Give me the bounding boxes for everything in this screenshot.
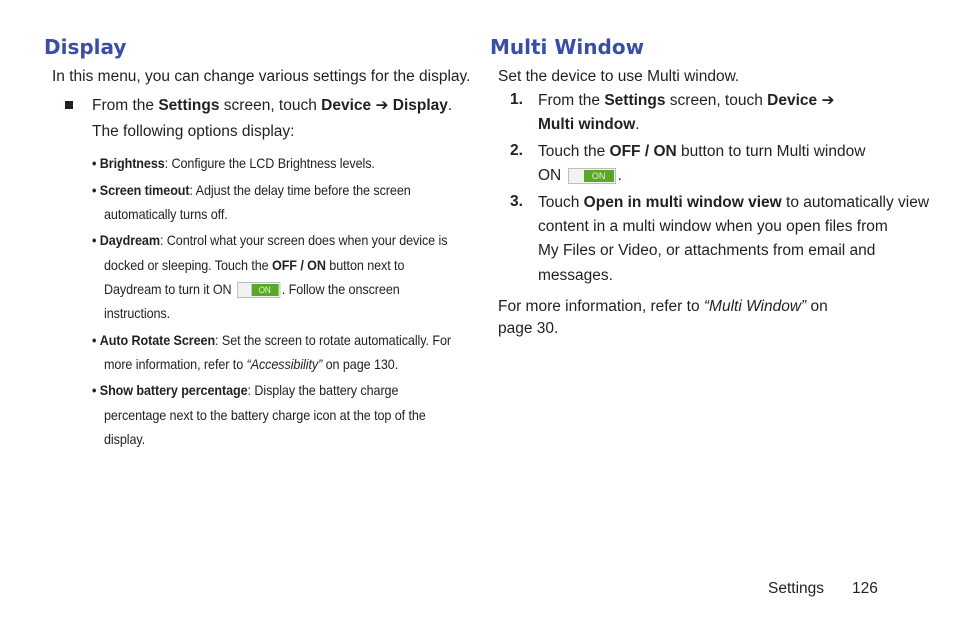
bullet-auto-rotate: • Auto Rotate Screen: Set the screen to rotate automatically. For [92, 332, 452, 348]
accessibility-link[interactable]: “Accessibility” [246, 356, 323, 372]
bullet-battery: • Show battery percentage: Display the battery charge [92, 382, 399, 398]
following-text: The following options display: [92, 123, 295, 140]
more-info-cont: page 30. [498, 320, 559, 337]
step-number: 3. [510, 193, 523, 210]
multi-window-heading: Multi Window [490, 35, 645, 59]
display-heading: Display [44, 35, 127, 59]
mw-step-2-cont: ON ON . [538, 167, 622, 184]
mw-step-3-line4: messages. [538, 267, 613, 284]
mw-step-1: From the Settings screen, touch Device ➔ [538, 92, 835, 109]
mw-step-3-line2: content in a multi window when you open files from [538, 218, 888, 235]
display-step: From the Settings screen, touch Device ➔ Display. [92, 97, 453, 114]
bullet-screen-timeout-cont: automatically turns off. [104, 206, 228, 222]
bullet-brightness: • Brightness: Configure the LCD Brightness levels. [92, 155, 375, 171]
mw-step-2: Touch the OFF / ON button to turn Multi window [538, 143, 866, 160]
page-number: 126 [852, 580, 878, 597]
bullet-auto-rotate-line2: more information, refer to “Accessibility” on page 130. [104, 356, 399, 372]
display-intro: In this menu, you can change various settings for the display. [52, 68, 471, 85]
bullet-daydream-line3: Daydream to turn it ON ON . Follow the onscreen [104, 281, 400, 297]
footer-section: Settings [768, 580, 825, 597]
multi-window-link[interactable]: “Multi Window” [703, 298, 807, 315]
square-bullet-icon [65, 101, 73, 109]
multi-window-intro: Set the device to use Multi window. [498, 68, 740, 85]
bullet-daydream-line4: instructions. [104, 305, 171, 321]
mw-step-1-cont: Multi window. [538, 116, 640, 133]
on-toggle-icon: ON [568, 168, 616, 184]
step-number: 2. [510, 142, 523, 159]
bullet-screen-timeout: • Screen timeout: Adjust the delay time before the screen [92, 182, 411, 198]
bullet-daydream-line2: docked or sleeping. Touch the OFF / ON button next to [104, 257, 405, 273]
bullet-battery-line2: percentage next to the battery charge icon at the top of the [104, 407, 426, 423]
arrow-icon: ➔ [371, 97, 393, 114]
step-number: 1. [510, 91, 523, 108]
bullet-battery-line3: display. [104, 431, 146, 447]
bullet-daydream: • Daydream: Control what your screen does when your device is [92, 232, 448, 248]
mw-step-3-line3: My Files or Video, or attachments from email and [538, 242, 876, 259]
mw-step-3: Touch Open in multi window view to automatically view [538, 194, 930, 211]
more-info: For more information, refer to “Multi Window” on [498, 298, 828, 315]
on-toggle-icon: ON [237, 282, 280, 298]
arrow-icon: ➔ [817, 92, 835, 109]
